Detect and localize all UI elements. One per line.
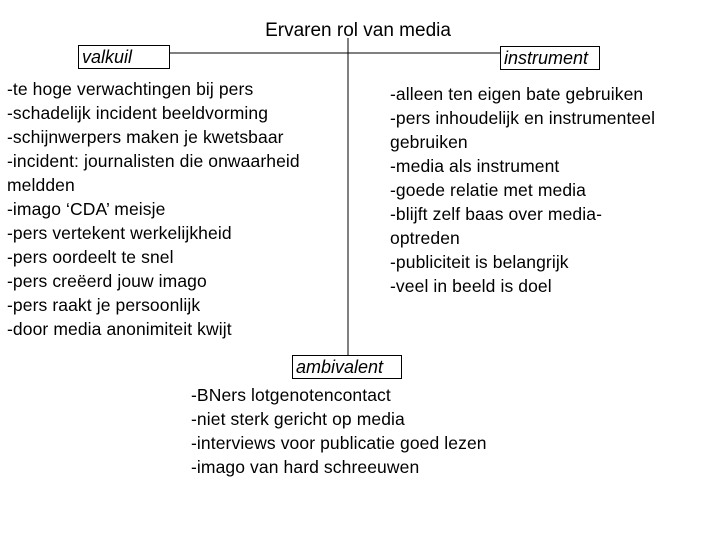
valkuil-item: -pers oordeelt te snel <box>7 247 174 267</box>
ambivalent-item: -interviews voor publicatie goed lezen <box>191 433 487 453</box>
valkuil-item: -schadelijk incident beeldvorming <box>7 103 269 123</box>
valkuil-item: -pers vertekent werkelijkheid <box>7 223 232 243</box>
instrument-item: -media als instrument <box>390 156 560 176</box>
valkuil-item: -te hoge verwachtingen bij pers <box>7 79 254 99</box>
ambivalent-item: -BNers lotgenotencontact <box>191 385 391 405</box>
valkuil-item: -pers raakt je persoonlijk <box>7 295 201 315</box>
instrument-item: -publiciteit is belangrijk <box>390 252 569 272</box>
instrument-item: -blijft zelf baas over media- <box>390 204 603 224</box>
instrument-item: -alleen ten eigen bate gebruiken <box>390 84 644 104</box>
ambivalent-item: -niet sterk gericht op media <box>191 409 405 429</box>
diagram-title: Ervaren rol van media <box>265 20 451 41</box>
ambivalent-item: -imago van hard schreeuwen <box>191 457 420 477</box>
valkuil-item: -door media anonimiteit kwijt <box>7 319 232 339</box>
valkuil-item: -schijnwerpers maken je kwetsbaar <box>7 127 284 147</box>
valkuil-item: meldden <box>7 175 75 195</box>
instrument-item: gebruiken <box>390 132 468 152</box>
valkuil-item: -pers creëerd jouw imago <box>7 271 207 291</box>
instrument-item: -pers inhoudelijk en instrumenteel <box>390 108 656 128</box>
category-box-valkuil: valkuil <box>78 45 170 69</box>
instrument-item: -goede relatie met media <box>390 180 586 200</box>
valkuil-item: -imago ‘CDA’ meisje <box>7 199 166 219</box>
instrument-list <box>390 82 655 298</box>
category-box-ambivalent: ambivalent <box>292 355 402 379</box>
category-box-instrument: instrument <box>500 46 600 70</box>
instrument-item: -veel in beeld is doel <box>390 276 552 296</box>
instrument-item: optreden <box>390 228 460 248</box>
ambivalent-list <box>191 383 487 479</box>
valkuil-item: -incident: journalisten die onwaarheid <box>7 151 300 171</box>
valkuil-list <box>7 77 300 341</box>
